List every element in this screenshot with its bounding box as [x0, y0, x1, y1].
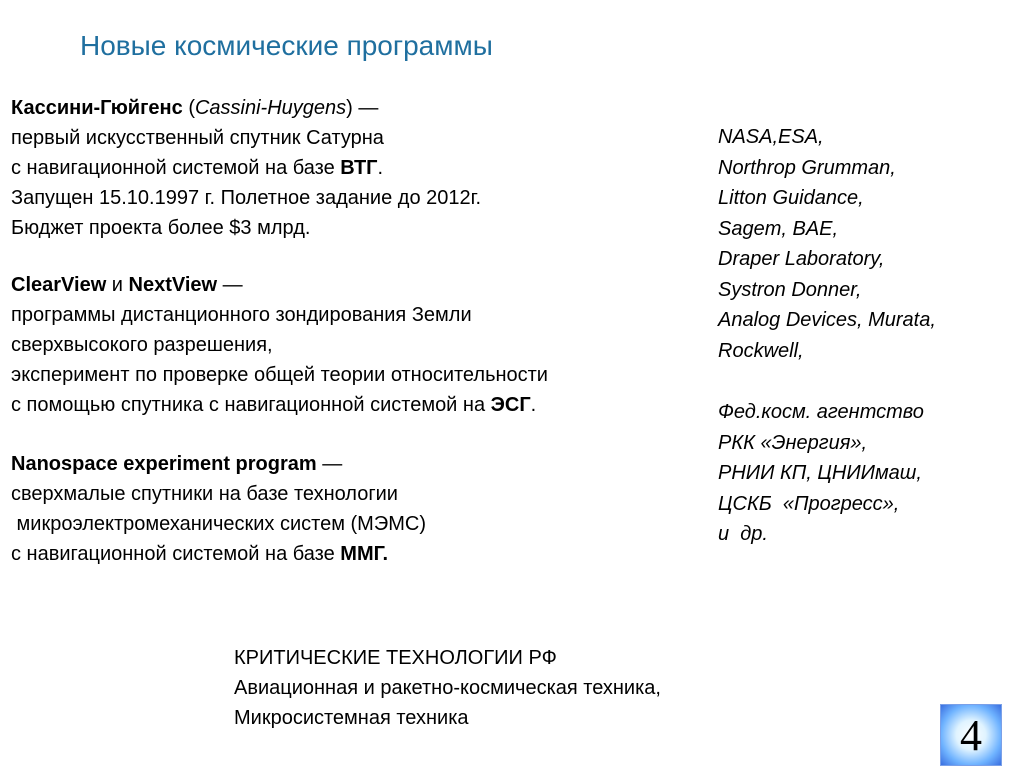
cassini-close-paren-dash: ) — — [346, 97, 379, 119]
cassini-open-paren: ( — [182, 97, 195, 119]
participant-item: Фед.косм. агентство — [718, 401, 924, 423]
nanospace-nav-mmg: ММГ. — [340, 543, 388, 565]
participant-item: Rockwell, — [718, 339, 804, 362]
clearview-sat-prefix: с помощью спутника с навигационной системой на — [11, 394, 491, 416]
clearview-heading-line — [11, 270, 548, 300]
cassini-launch-line: Запущен 15.10.1997 г. Полетное задание до 2012г. — [11, 187, 482, 209]
nanospace-nav-prefix: с навигационной системой на базе — [11, 543, 341, 565]
cassini-latin-name: Cassini-Huygens — [194, 97, 347, 119]
clearview-nextview-section — [11, 270, 548, 420]
participants-list — [718, 122, 936, 550]
clearview-sat-esg: ЭСГ — [490, 394, 531, 416]
cassini-heading-line — [11, 93, 481, 123]
cassini-navigation-line — [11, 153, 481, 183]
critical-technologies-section — [234, 643, 661, 733]
page-number-badge: 4 — [940, 704, 1002, 766]
participant-item: Litton Guidance, — [718, 187, 864, 209]
cassini-nav-prefix: с навигационной системой на базе — [11, 157, 341, 179]
critical-technologies-item: Микросистемная техника — [234, 707, 469, 729]
clearview-sat-suffix: . — [530, 394, 537, 416]
nanospace-navigation-line — [11, 539, 426, 569]
participants-gap — [718, 366, 936, 397]
cassini-nav-vtg: ВТГ — [340, 157, 378, 179]
cassini-nav-suffix: . — [377, 157, 384, 179]
nanospace-mems-line: микроэлектромеханических систем (МЭМС) — [11, 513, 426, 535]
nanospace-dash: — — [316, 453, 343, 475]
clearview-satellite-line — [11, 390, 548, 420]
participant-item: РКК «Энергия», — [718, 431, 868, 454]
participant-item: NASA,ESA, — [718, 126, 824, 148]
nanospace-name: Nanospace experiment program — [11, 453, 317, 475]
critical-technologies-heading: КРИТИЧЕСКИЕ ТЕХНОЛОГИИ РФ — [234, 647, 557, 669]
critical-technologies-item: Авиационная и ракетно-космическая техника, — [234, 677, 661, 699]
participant-item: Draper Laboratory, — [718, 248, 885, 270]
clearview-dash: — — [217, 274, 243, 296]
participant-item: Sagem, BAE, — [718, 217, 839, 240]
nanospace-description-line: сверхмалые спутники на базе технологии — [11, 483, 398, 505]
participant-item: ЦСКБ «Прогресс», — [718, 492, 900, 515]
nanospace-heading-line — [11, 449, 426, 479]
participant-item: Analog Devices, Murata, — [718, 309, 936, 331]
nextview-name: NextView — [128, 274, 218, 296]
clearview-description-line: программы дистанционного зондирования Земли — [11, 304, 472, 326]
clearview-name: ClearView — [11, 274, 107, 296]
clearview-experiment-line: эксперимент по проверке общей теории относительности — [11, 364, 548, 386]
participant-item: РНИИ КП, ЦНИИмаш, — [718, 462, 922, 484]
participant-item: Systron Donner, — [718, 278, 862, 301]
page-title: Новые космические программы — [80, 30, 493, 61]
clearview-resolution-line: сверхвысокого разрешения, — [11, 334, 273, 356]
cassini-huygens-section — [11, 93, 481, 243]
cassini-budget-line: Бюджет проекта более $3 млрд. — [11, 217, 311, 239]
nanospace-section — [11, 449, 426, 569]
clearview-conj: и — [106, 274, 129, 296]
participant-item: Northrop Grumman, — [718, 156, 896, 179]
cassini-description-line: первый искусственный спутник Сатурна — [11, 127, 384, 149]
participant-item: и др. — [718, 523, 768, 545]
cassini-name: Кассини-Гюйгенс — [11, 97, 183, 119]
